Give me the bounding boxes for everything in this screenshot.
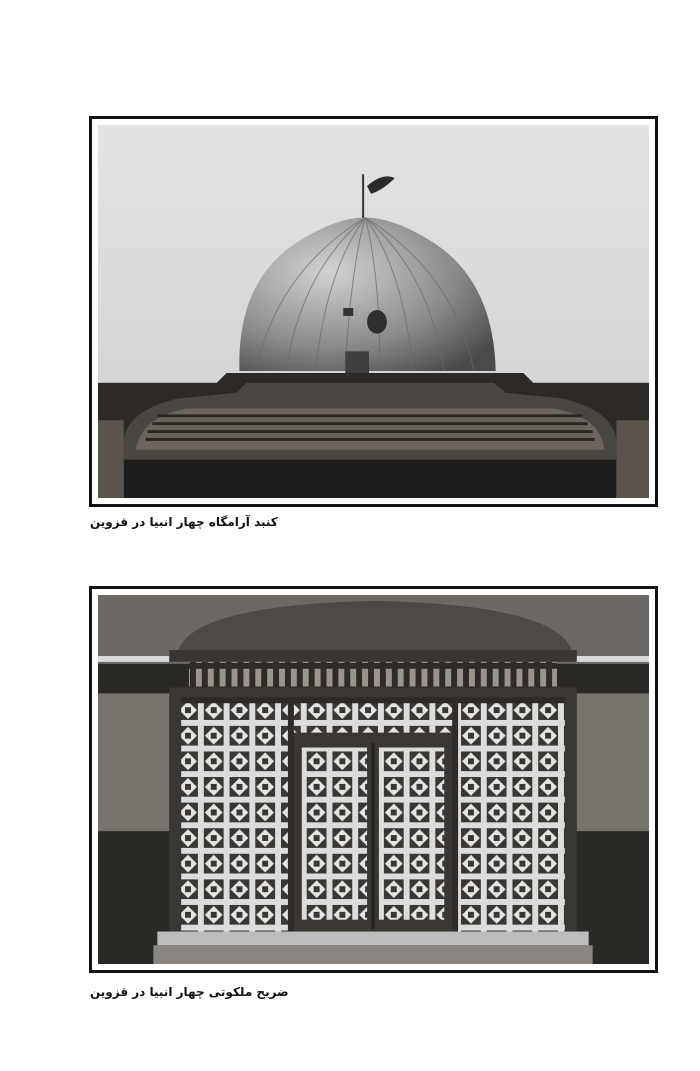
shrine-photo	[98, 595, 649, 964]
figure-shrine-frame	[89, 586, 658, 973]
shrine-image	[98, 595, 649, 964]
figure-caption-shrine: ضریح ملکوتی چهار انبیا در قزوین	[90, 985, 289, 999]
figure-dome-frame	[89, 116, 658, 507]
dome-photo	[98, 125, 649, 498]
figure-caption-dome: کنبد آرامگاه چهار انبیا در قزوین	[90, 515, 278, 529]
dome-image	[98, 125, 649, 498]
